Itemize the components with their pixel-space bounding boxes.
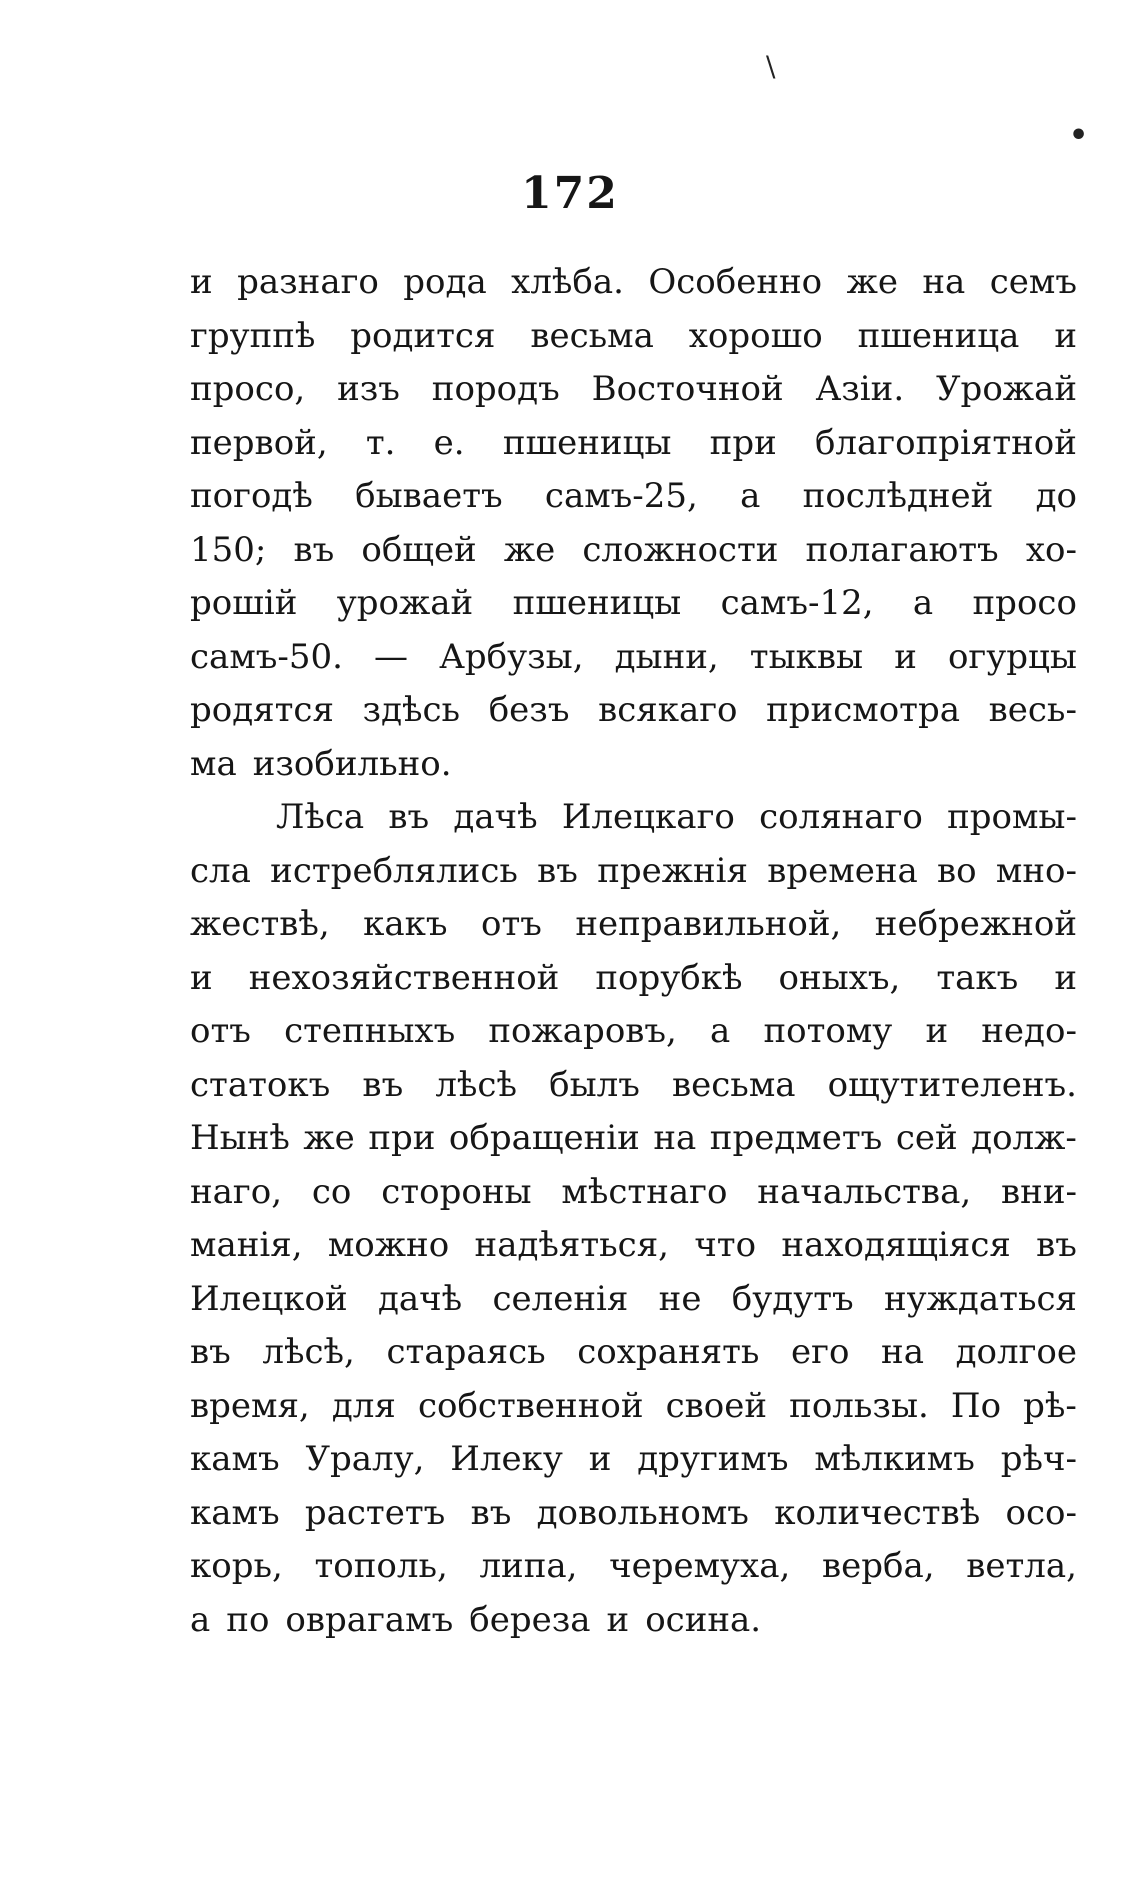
word: былъ xyxy=(549,1064,640,1105)
word: со xyxy=(311,1171,352,1212)
text-line xyxy=(190,577,1077,631)
word: мѣлкимъ xyxy=(814,1439,975,1479)
word: а xyxy=(190,1599,211,1640)
word: семъ xyxy=(989,262,1077,302)
word: нехозяйственной xyxy=(248,957,560,998)
text-line xyxy=(190,524,1077,578)
word: статокъ xyxy=(190,1064,331,1105)
word: лѣсѣ, xyxy=(262,1332,355,1372)
word: просо, xyxy=(190,369,306,409)
word: нуждаться xyxy=(883,1278,1077,1319)
word: довольномъ xyxy=(536,1492,749,1533)
word: всякаго xyxy=(598,690,738,730)
text-line xyxy=(190,1380,1077,1434)
word: послѣдней xyxy=(802,476,994,516)
word: безъ xyxy=(488,690,570,730)
word: родится xyxy=(350,315,496,356)
word: и xyxy=(588,1439,612,1479)
word: и xyxy=(606,1599,630,1640)
word: тополь, xyxy=(314,1546,448,1586)
word: пожаровъ, xyxy=(488,1011,677,1051)
word: изъ xyxy=(337,369,400,409)
word: черемуха, xyxy=(609,1546,791,1586)
word: промы- xyxy=(947,797,1077,837)
word: Азіи. xyxy=(815,369,905,409)
text-line xyxy=(190,631,1077,685)
word: по xyxy=(226,1599,270,1640)
word: По xyxy=(950,1385,1002,1426)
word: а xyxy=(740,476,761,516)
word: оврагамъ xyxy=(285,1599,454,1640)
word: въ xyxy=(470,1492,512,1533)
word: хо- xyxy=(1025,529,1077,570)
word: здѣсь xyxy=(362,690,461,730)
word: урожай xyxy=(336,583,474,623)
word: его xyxy=(791,1332,850,1372)
word: бываетъ xyxy=(355,476,503,516)
word: сла xyxy=(190,850,251,891)
word: для xyxy=(331,1385,396,1426)
word: другимъ xyxy=(637,1439,789,1479)
word: ощутителенъ. xyxy=(827,1064,1077,1105)
word: въ xyxy=(293,529,335,570)
word: что xyxy=(694,1225,757,1265)
text-line xyxy=(190,417,1077,471)
text-line xyxy=(190,791,1077,845)
word: самъ-50. xyxy=(190,636,343,677)
text-line xyxy=(190,1433,1077,1487)
paragraph xyxy=(190,791,1077,1647)
word: жествѣ, xyxy=(190,904,330,944)
text-line xyxy=(190,1487,1077,1541)
word: самъ-12, xyxy=(720,583,874,623)
word: весьма xyxy=(672,1064,796,1105)
word: лѣсѣ xyxy=(435,1064,517,1105)
word: своей xyxy=(665,1385,768,1426)
word: можно xyxy=(327,1225,450,1265)
word: долж- xyxy=(971,1118,1077,1158)
text-line xyxy=(190,1166,1077,1220)
word: пшеницы xyxy=(502,422,672,463)
word: — xyxy=(374,636,409,677)
word: а xyxy=(912,583,934,623)
word: времена xyxy=(767,850,918,891)
word: на xyxy=(881,1332,924,1372)
word: полагаютъ xyxy=(805,529,999,570)
word: сложности xyxy=(582,529,779,570)
text-line xyxy=(190,310,1077,364)
word: Лѣса xyxy=(276,797,365,837)
word: общей xyxy=(361,529,477,570)
word: отъ xyxy=(190,1011,251,1051)
word: пшеница xyxy=(857,315,1020,356)
word: же xyxy=(846,262,898,302)
word: а xyxy=(710,1011,731,1051)
word: манія, xyxy=(190,1225,303,1265)
word: начальства, xyxy=(757,1171,972,1212)
word: самъ-25, xyxy=(544,476,698,516)
word: недо- xyxy=(981,1011,1077,1051)
word: рѣ- xyxy=(1023,1385,1077,1426)
word: дыни, xyxy=(614,636,719,677)
text-line xyxy=(190,1219,1077,1273)
text-line xyxy=(190,898,1077,952)
word: камъ xyxy=(190,1492,280,1533)
word: ма xyxy=(190,743,237,784)
word: присмотра xyxy=(766,690,961,730)
word: дачѣ xyxy=(453,797,538,837)
word: Восточной xyxy=(591,369,784,409)
word: во xyxy=(937,850,977,891)
word: въ xyxy=(362,1064,404,1105)
word: ветла, xyxy=(966,1546,1077,1586)
word: хорошо xyxy=(688,315,823,356)
word: тыквы xyxy=(749,636,864,677)
text-line xyxy=(190,952,1077,1006)
word: обращеніи xyxy=(448,1118,640,1158)
word: прежнія xyxy=(597,850,748,891)
word: при xyxy=(709,422,777,463)
word: пшеницы xyxy=(512,583,682,623)
text-line xyxy=(190,1540,1077,1594)
word: изобильно. xyxy=(252,743,452,784)
word: Урожай xyxy=(935,369,1077,409)
text-line xyxy=(190,256,1077,310)
word: береза xyxy=(469,1599,591,1640)
word: родятся xyxy=(190,690,334,730)
word: степныхъ xyxy=(284,1011,456,1051)
word: огурцы xyxy=(947,636,1077,677)
word: на xyxy=(922,262,966,302)
text-line xyxy=(190,1112,1077,1166)
word: вни- xyxy=(1001,1171,1077,1212)
text-line xyxy=(190,1273,1077,1327)
word: просо xyxy=(972,583,1077,623)
word: какъ xyxy=(363,904,448,944)
text-line xyxy=(190,1594,1077,1648)
word: Арбузы, xyxy=(439,636,584,677)
word: наго, xyxy=(190,1171,283,1212)
word: стороны xyxy=(381,1171,532,1212)
word: хлѣба. xyxy=(511,262,624,302)
word: благопріятной xyxy=(814,422,1077,463)
word: группѣ xyxy=(190,315,316,356)
word: будутъ xyxy=(731,1278,854,1319)
word: первой, xyxy=(190,422,328,463)
word: и xyxy=(1054,315,1077,356)
word: рода xyxy=(403,262,487,302)
word: и xyxy=(1054,957,1077,998)
word: и xyxy=(894,636,917,677)
word: же xyxy=(503,529,556,570)
word: весьма xyxy=(530,315,654,356)
word: надѣяться, xyxy=(474,1225,669,1265)
text-line xyxy=(190,1005,1077,1059)
word: такъ xyxy=(936,957,1019,998)
word: Илецкаго xyxy=(561,797,735,837)
word: отъ xyxy=(480,904,542,944)
word: находящіяся xyxy=(781,1225,1011,1265)
text-line xyxy=(190,738,1077,792)
word: и xyxy=(190,262,213,302)
word: небрежной xyxy=(874,904,1077,944)
word: Илеку xyxy=(450,1439,563,1479)
word: долгое xyxy=(955,1332,1077,1372)
word: же xyxy=(303,1118,355,1158)
word: 150; xyxy=(190,529,267,570)
word: верба, xyxy=(821,1546,935,1586)
text-body xyxy=(190,256,1077,1647)
word: е. xyxy=(433,422,465,463)
word: при xyxy=(368,1118,436,1158)
word: въ xyxy=(1036,1225,1077,1265)
word: оныхъ, xyxy=(778,957,901,998)
text-line xyxy=(190,684,1077,738)
word: осо- xyxy=(1005,1492,1077,1533)
word: солянаго xyxy=(759,797,923,837)
word: растетъ xyxy=(304,1492,446,1533)
word: и xyxy=(925,1011,949,1051)
word: сей xyxy=(895,1118,958,1158)
word: рошій xyxy=(190,583,298,623)
text-line xyxy=(190,1326,1077,1380)
word: липа, xyxy=(479,1546,578,1586)
word: количествѣ xyxy=(774,1492,981,1533)
word: порубкѣ xyxy=(595,957,743,998)
text-line xyxy=(190,363,1077,417)
word: разнаго xyxy=(237,262,379,302)
word: истреблялись xyxy=(270,850,518,891)
word: селенія xyxy=(492,1278,629,1319)
word: предметъ xyxy=(709,1118,883,1158)
page-number: 172 xyxy=(521,168,619,219)
word: дачѣ xyxy=(377,1278,463,1319)
word: камъ xyxy=(190,1439,280,1479)
word: стараясь xyxy=(386,1332,546,1372)
word: корь, xyxy=(190,1546,283,1586)
word: рѣч- xyxy=(1000,1439,1077,1479)
word: сохранять xyxy=(577,1332,760,1372)
word: осина. xyxy=(645,1599,762,1640)
word: время, xyxy=(190,1385,310,1426)
word: до xyxy=(1035,476,1077,516)
word: породъ xyxy=(431,369,560,409)
word: погодѣ xyxy=(190,476,313,516)
word: Уралу, xyxy=(305,1439,425,1479)
ink-speck-dot: • xyxy=(1069,118,1089,153)
word: въ xyxy=(190,1332,231,1372)
word: не xyxy=(658,1278,702,1319)
word: Особенно xyxy=(648,262,823,302)
text-line xyxy=(190,470,1077,524)
word: Илецкой xyxy=(190,1278,348,1319)
text-line xyxy=(190,1059,1077,1113)
word: Нынѣ xyxy=(190,1118,290,1158)
word: весь- xyxy=(988,690,1077,730)
word: въ xyxy=(537,850,578,891)
word: на xyxy=(653,1118,697,1158)
paragraph xyxy=(190,256,1077,791)
word: т. xyxy=(365,422,396,463)
ink-speck-mark: \ xyxy=(766,50,776,83)
word: и xyxy=(190,957,213,998)
word: мѣстнаго xyxy=(561,1171,728,1212)
word: неправильной, xyxy=(575,904,842,944)
word: пользы. xyxy=(789,1385,929,1426)
word: въ xyxy=(388,797,430,837)
text-line xyxy=(190,845,1077,899)
word: потому xyxy=(763,1011,893,1051)
word: мно- xyxy=(995,850,1077,891)
word: собственной xyxy=(417,1385,644,1426)
